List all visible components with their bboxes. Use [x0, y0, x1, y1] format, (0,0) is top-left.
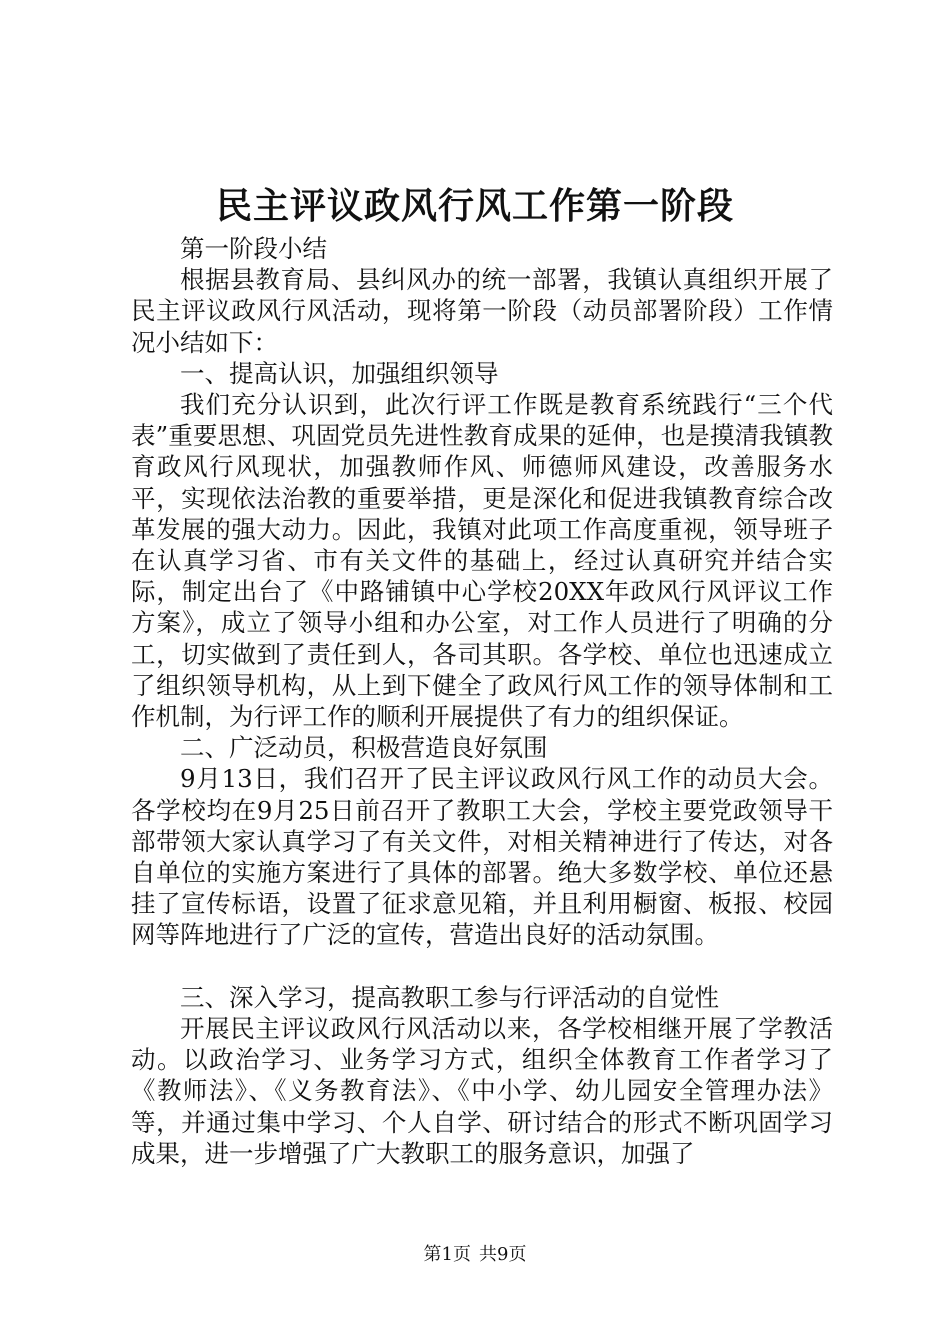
paragraph-gap [131, 951, 833, 982]
page-number: 第1页 [423, 1244, 471, 1265]
intro-paragraph: 根据县教育局、县纠风办的统一部署，我镇认真组织开展了民主评议政风行风活动，现将第一阶段（动员部署阶段）工作情况小结如下： [131, 265, 833, 357]
section-1-body: 我们充分认识到，此次行评工作既是教育系统践行“三个代表”重要思想、巩固党员先进性教育成果的延伸，也是摸清我镇教育政风行风现状，加强教师作风、师德师风建设，改善服务水平，实现依法治教的重要举措，更是深化和促进我镇教育综合改革发展的强大动力。因此，我镇对此项工作高度重视，领导班子在认真学习省、市有关文件的基础上，经过认真研究并结合实际，制定出台了《中路铺镇中心学校20XX年政风行风评议工作方案》，成立了领导小组和办公室，对工作人员进行了明确的分工，切实做到了责任到人，各司其职。各学校、单位也迅速成立了组织领导机构，从上到下健全了政风行风工作的领导体制和工作机制，为行评工作的顺利开展提供了有力的组织保证。 [131, 390, 833, 732]
document-title: 民主评议政风行风工作第一阶段 [215, 185, 734, 227]
subtitle: 第一阶段小结 [180, 234, 327, 263]
section-3-body: 开展民主评议政风行风活动以来，各学校相继开展了学教活动。以政治学习、业务学习方式，组织全体教育工作者学习了《教师法》、《义务教育法》、《中小学、幼儿园安全管理办法》等，并通过集中学习、个人自学、研讨结合的形式不断巩固学习成果，进一步增强了广大教职工的服务意识，加强了 [131, 1014, 833, 1168]
section-2-body: 9月13日，我们召开了民主评议政风行风工作的动员大会。各学校均在9月25日前召开了教职工大会，学校主要党政领导干部带领大家认真学习了有关文件，对相关精神进行了传达，对各自单位的实施方案进行了具体的部署。绝大多数学校、单位还悬挂了宣传标语，设置了征求意见箱，并且利用橱窗、板报、校园网等阵地进行了广泛的宣传，营造出良好的活动氛围。 [131, 764, 833, 950]
section-2-heading: 二、广泛动员，积极营造良好氛围 [180, 733, 548, 763]
page-footer [0, 1243, 950, 1267]
page-total: 共9页 [479, 1244, 527, 1265]
document-body [131, 233, 833, 1169]
section-1-heading: 一、提高认识，加强组织领导 [180, 358, 499, 388]
section-3-heading: 三、深入学习，提高教职工参与行评活动的自觉性 [180, 982, 719, 1012]
